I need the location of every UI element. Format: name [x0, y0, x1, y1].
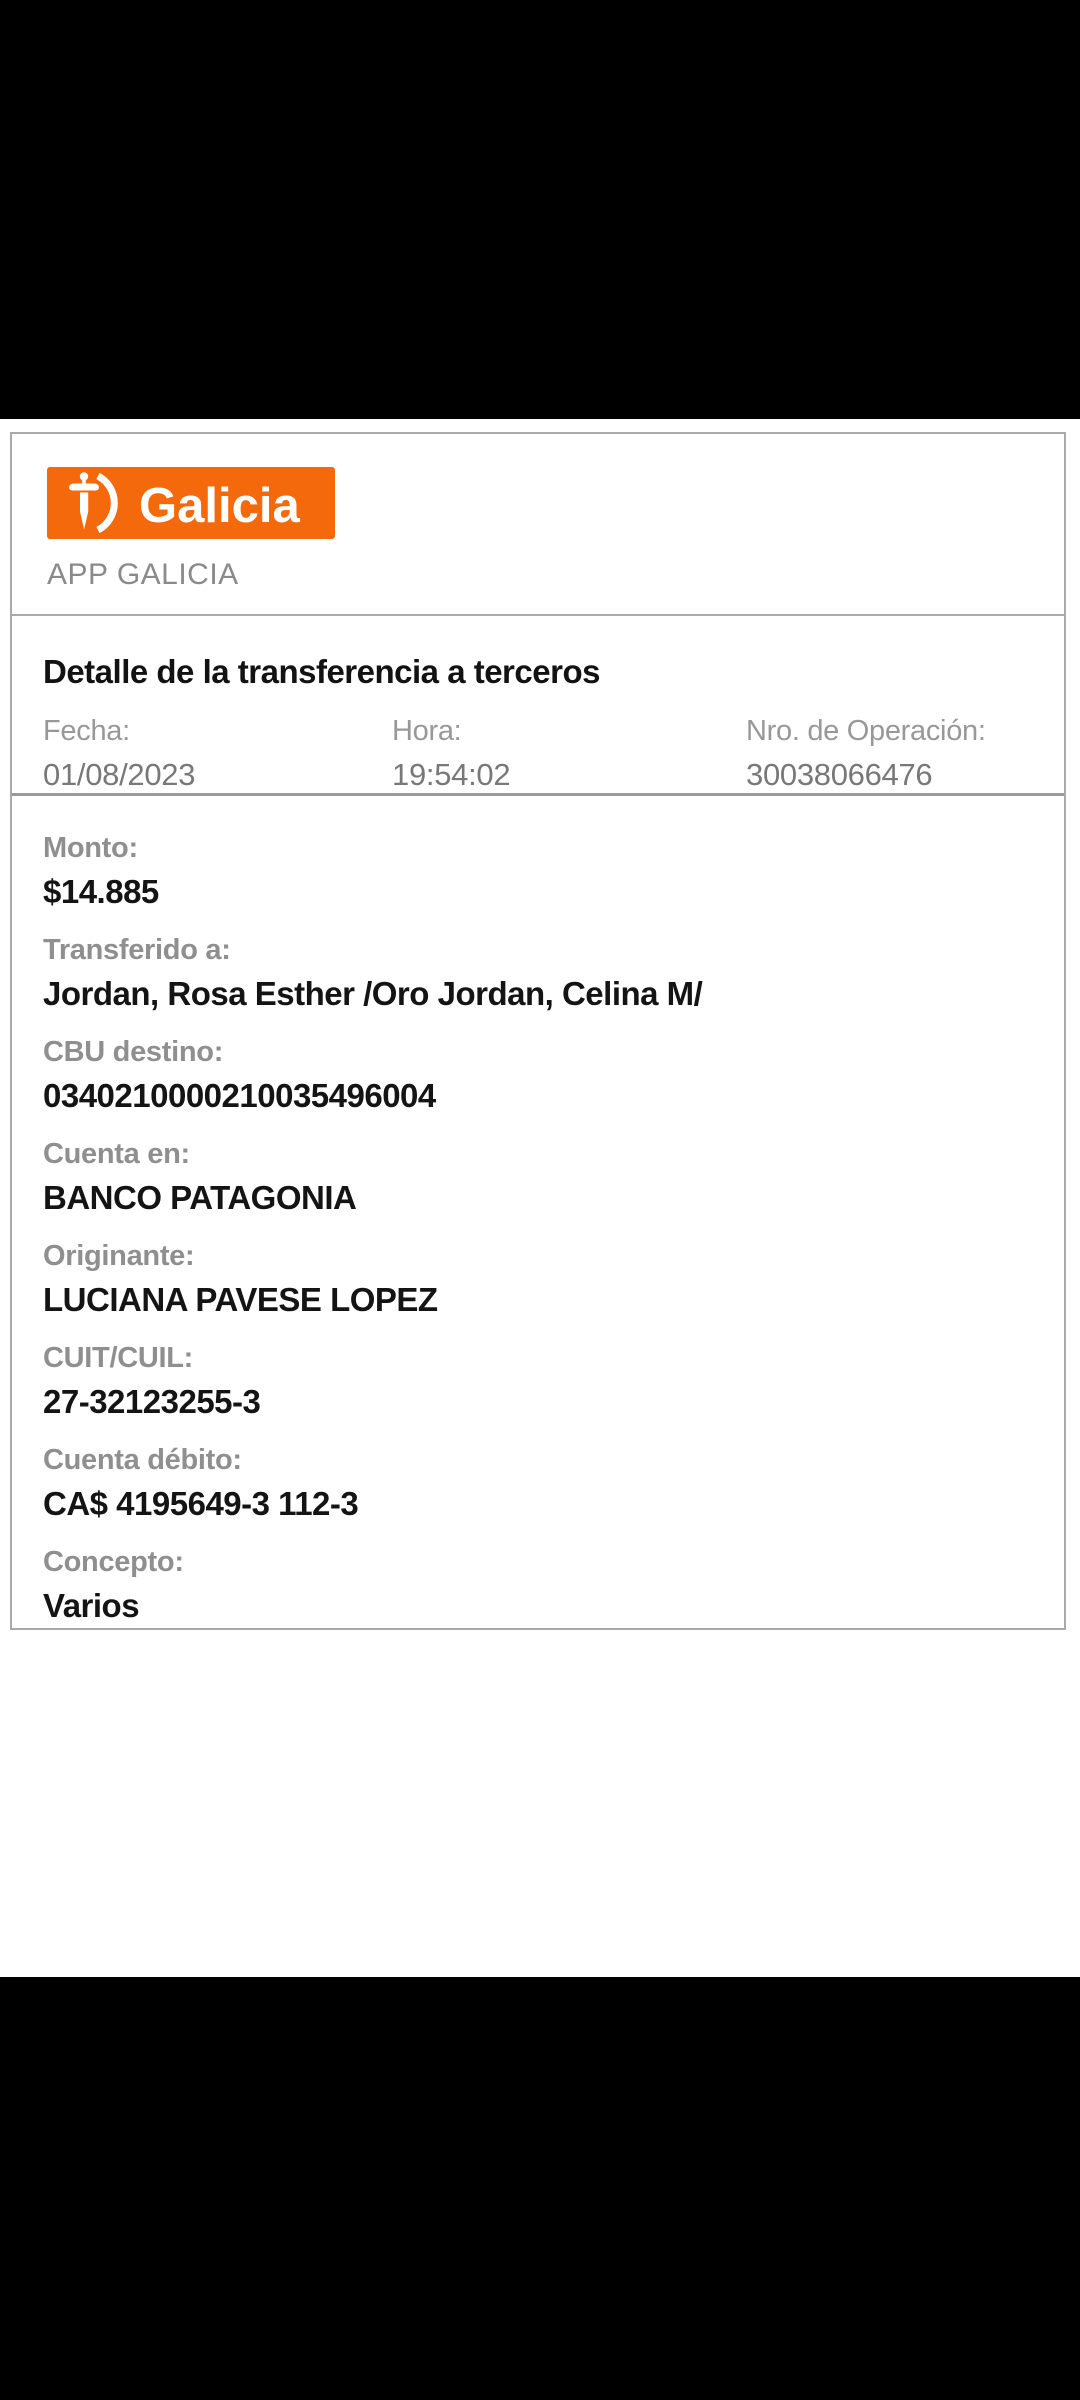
logo-wordmark: Galicia: [139, 479, 300, 533]
operacion-label: Nro. de Operación:: [746, 715, 986, 747]
field-cuenta-en: [43, 1136, 1044, 1220]
meta-operacion: [746, 714, 1044, 793]
field-label: Concepto:: [43, 1546, 184, 1578]
receipt-meta-row: [43, 714, 1044, 793]
meta-hora: [392, 714, 746, 793]
fecha-value: 01/08/2023: [43, 757, 196, 792]
field-value: CA$ 4195649-3 112-3: [43, 1485, 359, 1522]
galicia-logo: [47, 467, 335, 539]
bottom-letterbox: [0, 1977, 1080, 2400]
field-label: CUIT/CUIL:: [43, 1342, 194, 1374]
field-label: Monto:: [43, 832, 138, 864]
field-label: Originante:: [43, 1240, 195, 1272]
field-cbu-destino: [43, 1034, 1044, 1118]
field-value: Varios: [43, 1587, 140, 1624]
receipt-fields: [12, 796, 1064, 1628]
receipt-card: [10, 432, 1066, 1630]
top-letterbox: [0, 0, 1080, 419]
receipt-header: [12, 434, 1064, 616]
field-originante: [43, 1238, 1044, 1322]
field-label: Cuenta en:: [43, 1138, 190, 1170]
hora-label: Hora:: [392, 715, 462, 747]
meta-fecha: [43, 714, 392, 793]
field-cuit-cuil: [43, 1340, 1044, 1424]
field-label: Cuenta débito:: [43, 1444, 242, 1476]
fecha-label: Fecha:: [43, 715, 130, 747]
hora-value: 19:54:02: [392, 757, 511, 792]
field-concepto: [43, 1544, 1044, 1628]
field-transferido-a: [43, 932, 1044, 1016]
field-monto: [43, 830, 1044, 914]
field-value: LUCIANA PAVESE LOPEZ: [43, 1281, 438, 1318]
receipt-title: Detalle de la transferencia a terceros: [43, 653, 600, 690]
field-cuenta-debito: [43, 1442, 1044, 1526]
field-value: 0340210000210035496004: [43, 1077, 436, 1114]
app-name-label: APP GALICIA: [47, 558, 239, 591]
field-label: Transferido a:: [43, 934, 231, 966]
receipt-title-section: [12, 616, 1064, 796]
field-value: 27-32123255-3: [43, 1383, 261, 1420]
field-value: Jordan, Rosa Esther /Oro Jordan, Celina M/: [43, 975, 703, 1012]
field-value: $14.885: [43, 873, 159, 910]
field-value: BANCO PATAGONIA: [43, 1179, 357, 1216]
operacion-value: 30038066476: [746, 757, 933, 792]
field-label: CBU destino:: [43, 1036, 224, 1068]
